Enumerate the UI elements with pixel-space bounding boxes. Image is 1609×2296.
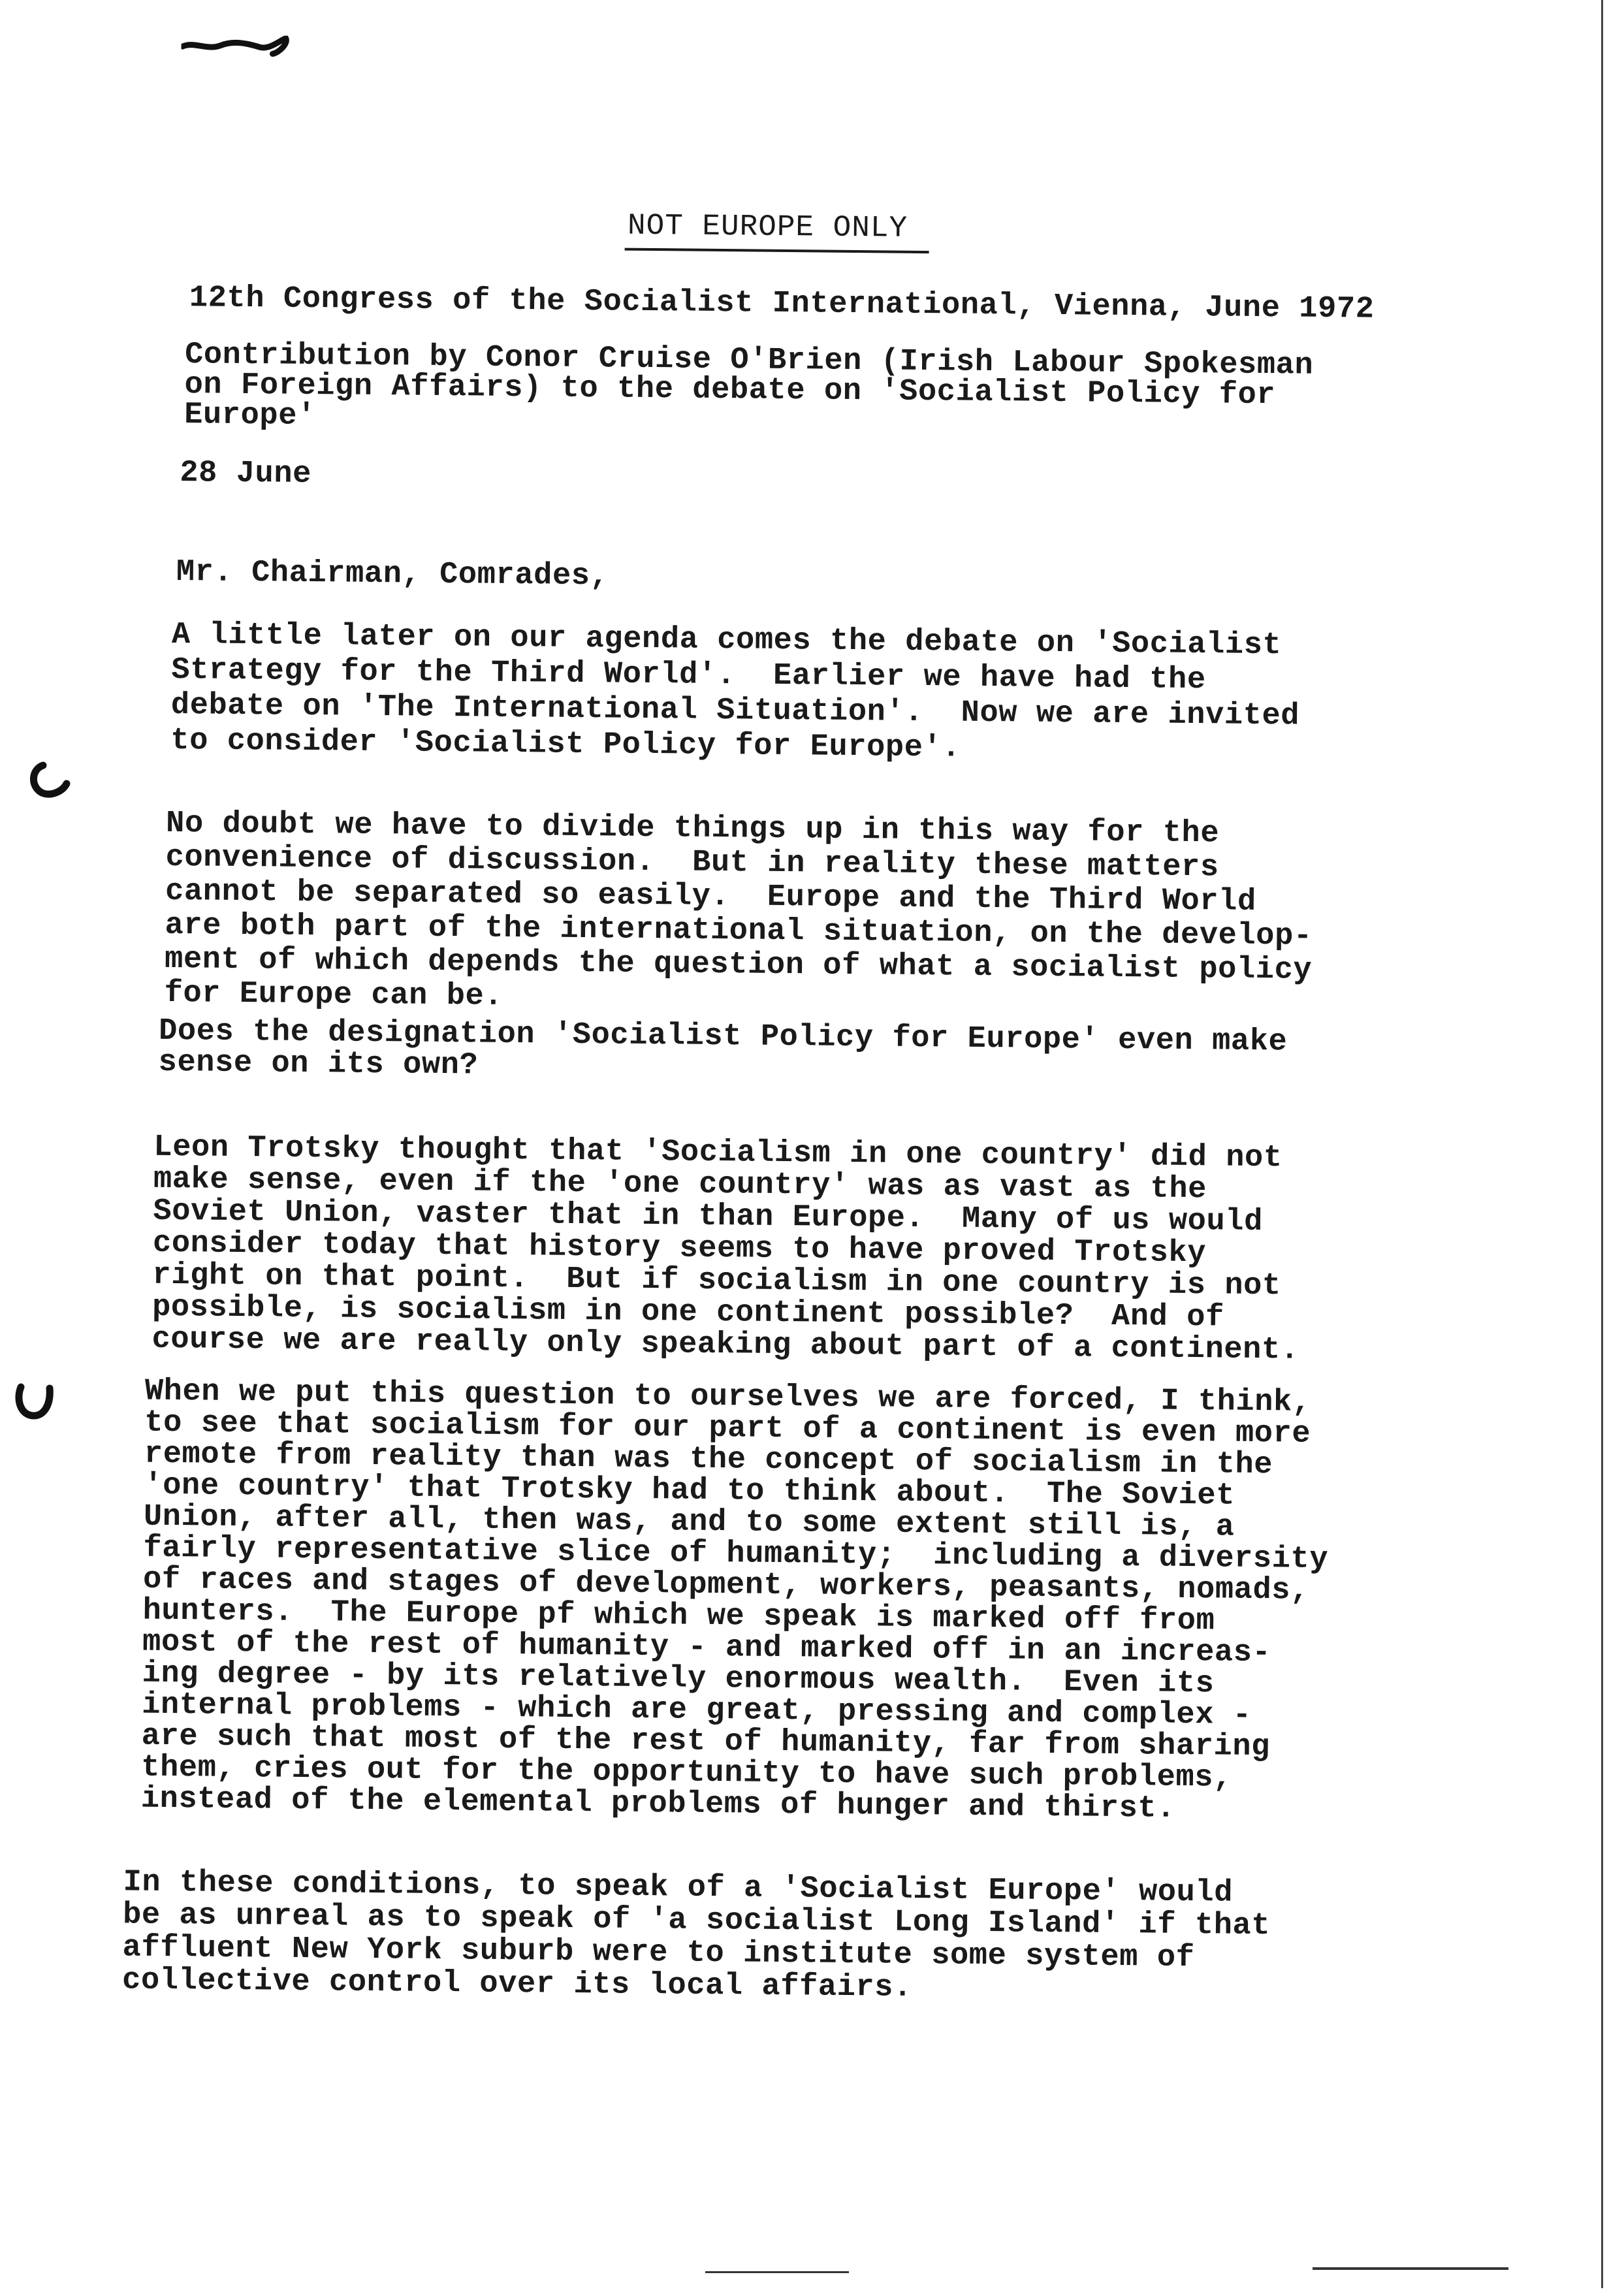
congress-line: 12th Congress of the Socialist International, Vienna, June 1972 (189, 281, 1375, 327)
speech-date: 28 June (180, 456, 312, 492)
document-title: NOT EUROPE ONLY (627, 208, 908, 246)
page-edge-line (1601, 0, 1603, 2288)
paragraph-5: When we put this question to ourselves we are forced, I think, to see that socialism for our part of a continent is even more remote from reality than was the concept of socialism in the 'one country' that Trotsky had to think about. The Soviet Union, after all, then was, and to some extent still is, a fairly representative slice of humanity; including a diversity of races and stages of development, workers, peasants, nomads, hunters. The Europe pf which we speak is marked off from most of the rest of humanity - and marked off in an increas- ing degree - by its relatively enormous wealth. Even its internal problems - which are great, pressing and complex - are such that most of the rest of humanity, far from sharing them, cries out for the opportunity to have such problems, instead of the elemental problems of hunger and thirst. (140, 1374, 1329, 1826)
punch-hole-mark-lower (12, 1378, 57, 1424)
paragraph-3: Does the designation 'Socialist Policy for Europe' even make sense on its own? (158, 1013, 1288, 1083)
title-underline (625, 248, 929, 253)
scan-artifact-bottom-right (1313, 2267, 1508, 2270)
scan-artifact-bottom-left (705, 2271, 849, 2273)
contribution-line: Contribution by Conor Cruise O'Brien (Irish Labour Spokesman on Foreign Affairs) to the debate on 'Socialist Policy for Europe' (183, 338, 1314, 434)
paragraph-1: A little later on our agenda comes the debate on 'Socialist Strategy for the Third World'. Earlier we have had the debate on 'The International Situation'. Now we are invited to consider 'Socialist Policy for Europe'. (170, 617, 1300, 766)
punch-hole-mark-upper (25, 757, 71, 803)
salutation: Mr. Chairman, Comrades, (176, 555, 609, 594)
handwritten-scribble-mark (181, 35, 292, 58)
paragraph-4: Leon Trotsky thought that 'Socialism in one country' did not make sense, even if the 'one country' was as vast as the Soviet Union, vaster that in than Europe. Many of us would consider today that history seems to have proved Trotsky right on that point. But if socialism in one country is not possible, is socialism in one continent possible? And of course we are really only speaking about part of a continent. (151, 1130, 1299, 1368)
paragraph-6: In these conditions, to speak of a 'Socialist Europe' would be as unreal as to speak of 'a socialist Long Island' if that affluent New York suburb were to institute some system of collective control over its local affairs. (121, 1865, 1271, 2005)
paragraph-2: No doubt we have to divide things up in this way for the convenience of discussion. But in reality these matters cannot be separated so easily. Europe and the Third World are both part of the international situation, on the develop- ment of which depends the question of what a socialist policy for Europe can be. (164, 806, 1313, 1014)
